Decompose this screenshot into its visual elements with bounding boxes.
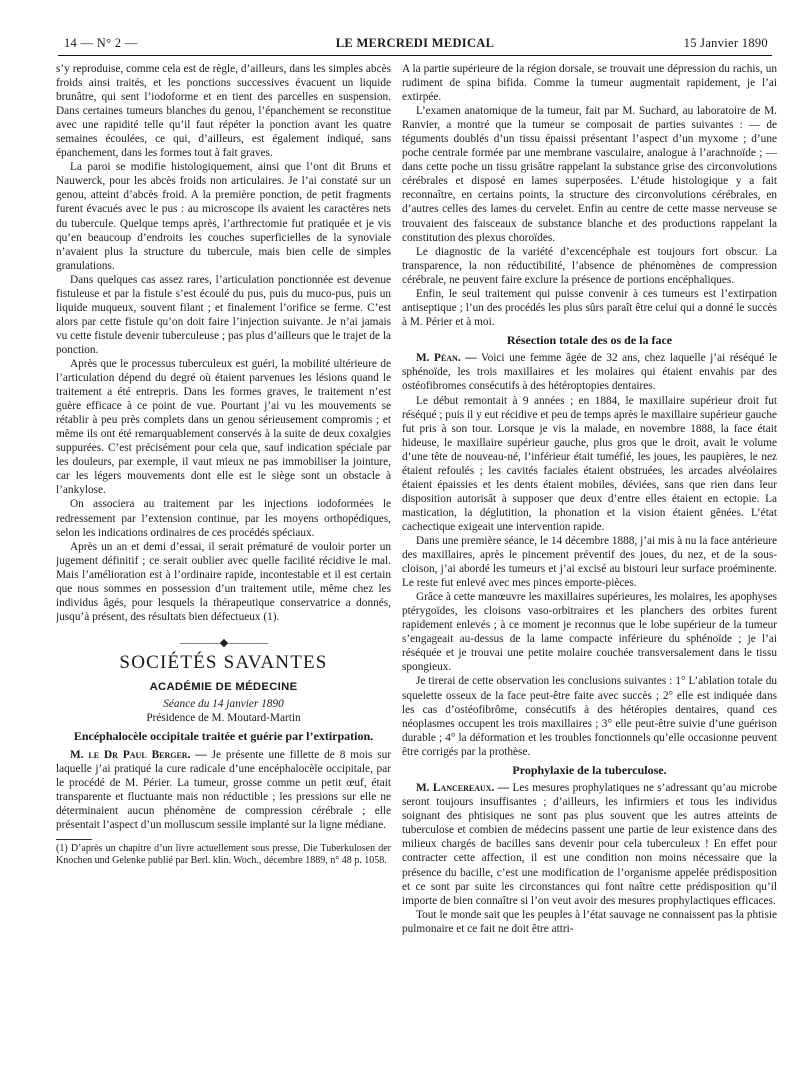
paragraph: Grâce à cette manœuvre les maxillaires supérieures, les molaires, les apophyses ptérygoïdes, les cloisons vaso-orbitraires et les planchers des orbites furent rapidement enlevés ; à ce moment je reconnus que le lobe supérieur de la tumeur s’engageait au-dessus de la lame compacte inférieure du sphénoïde ; je l’ai réséquée et je trouvai une petite molaire couchée transversalement dans le tissu spongieux. [402,591,777,674]
paragraph: Le début remontait à 9 années ; en 1884, le maxillaire supérieur droit fut réséqué ; puis il y eut récidive et peu de temps après le maxillaire supérieur gauche fut pris à son tour. Lorsque je vis la malade, en novembre 1888, la face était hideuse, le maxillaire supérieur gauche, plus gros que le droit, avait le volume d’une tête de nouveau-né, l’inférieur était tuméfié, les joues, les paupières, le nez étaient refoulés ; les cavités faciales étaient obstruées, les arcades alvéolaires étaient épaissies et les dents étaient mobiles, déviées, sans que rien dans leur disposition autorisât à supposer que deux d’entre elles étaient en ectopie. La mastication, la déglutition, la phonation et la vision étaient gênées. L’état cachectique exigeait une intervention rapide. [402,394,777,533]
article-heading: Résection totale des os de la face [506,332,673,347]
paragraph: Enfin, le seul traitement qui puisse convenir à ces tumeurs est l’extirpation antiseptique ; l’un des procédés les plus sûrs paraît être celui qui a donné le succès à M. Périer et à moi. [402,287,777,328]
session-date: Séance du 14 janvier 1890 [163,698,284,711]
paragraph: La paroi se modifie histologiquement, ainsi que l’ont dit Bruns et Nauwerck, pour les abcès froids non articulaires. Je l’ai constaté sur un genou, atteint d’abcès froid. A la première ponction, de petit fragments furent évacués avec le pus : au microscope ils avaient les caractères nets du tubercule. Quelque temps après, l’arthrectomie fut pratiquée et je vis qu’en beaucoup d’endroits les couches superficielles de la synoviale n’avaient plus la structure du tubercule, mais bien celle de simples granulations. [56,161,391,272]
speaker-name: M. Péan. — [416,352,477,365]
paragraph [402,781,777,907]
section-divider: ————◆———— [179,636,268,649]
page-number: 14 — N° 2 — [64,36,138,50]
article-heading: Prophylaxie de la tuberculose. [512,762,667,777]
presidence-line: Présidence de M. Moutard-Martin [146,712,301,725]
paragraph [402,351,777,393]
paragraph: Tout le monde sait que les peuples à l’état sauvage ne connaissent pas la phtisie pulmonaire et ce fait ne doit être attri- [402,908,777,935]
right-column [402,62,777,1072]
left-column [56,62,391,1072]
issue-date: 15 Janvier 1890 [683,36,768,50]
journal-title: LE MERCREDI MEDICAL [335,36,495,50]
paragraph: A la partie supérieure de la région dorsale, se trouvait une dépression du rachis, un rudiment de spina bifida. Comme la tumeur augmentait rapidement, je l’ai extirpée. [402,63,777,104]
paragraph: Après que le processus tuberculeux est guéri, la mobilité ultérieure de l’articulation dépend du degré où étaient parvenues les lésions quand le traitement a été entrepris. Dans les formes graves, le traitement n’est guère efficace à ce point de vue. Pourtant j’ai vu les mouvements se rétablir à peu près complets dans un genou sérieusement compromis ; et même ils ont été remarquablement conservés à la suite de deux coxalgies suppurées. C’est précisément pour cela que, sauf indication spéciale par les douleurs, par exemple, il vaut mieux ne pas immobiliser la jointure, car les légers mouvements dont elle est le siège sont un obstacle à l’ankylose. [56,357,391,497]
paragraph [56,748,391,832]
section-title: SOCIÉTÉS SAVANTES [119,651,328,673]
speaker-name: M. Lancereaux. — [416,782,510,795]
footnote-rule [56,839,92,840]
footnote: (1) D’après un chapitre d’un livre actuellement sous presse, Die Tuberkulosen der Knochen und Gelenke publié par Berl. klin. Woch., décembre 1889, n° 48 p. 1058. [56,842,391,867]
paragraph: On associera au traitement par les injections iodoformées le redressement par l’extension continue, par les moyens orthopédiques, selon les indications ordinaires de ces procédés spéciaux. [56,498,391,539]
paragraph-text: Voici une femme âgée de 32 ans, chez laquelle j’ai réséqué le sphénoïde, les trois maxillaires et les molaires qui étaient envahis par des ostéofibromes consécutifs à des hétéroptopies dentaires. [402,352,777,393]
paragraph: Après un an et demi d’essai, il serait prématuré de vouloir porter un jugement définitif ; ce serait oublier avec quelle facilité récidive le mal. Mais l’amélioration est à l’ordinaire rapide, incontestable et il est certain que nous sommes en possession d’un traitement utile, même chez les individus âgés, pour lesquels la thérapeutique conservatrice a donnés, jusqu’à présent, des résultats bien défectueux (1). [56,540,391,623]
paragraph: Je tirerai de cette observation les conclusions suivantes : 1° L’ablation totale du squelette osseux de la face peut-être faite avec succès ; 2° elle est indiquée dans les cas d’ostéofibrôme, consécutifs à des hétéropies dentaires, quand ces néoplasmes occupent les trois maxillaires ; 3° elle peut-être suivie d’une guérison durable ; 4° la déformation et les troubles fonctionnels qu’elle occasionne peuvent être corrigés par la prothèse. [402,675,777,758]
paragraph-text: Je présente une fillette de 8 mois sur laquelle j’ai pratiqué la cure radicale d’une encéphalocèle occipitale, par le procédé de M. Périer. La tumeur, grosse comme un petit œuf, était transparente et fluctuante mais non réductible ; les pressions sur elle ne déterminaient aucun phénomène de compression cérébrale ; elle présentait l’aspect d’un molluscum sessile implanté sur la ligne médiane. [56,748,391,831]
article-heading: Encéphalocèle occipitale traitée et guérie par l’extirpation. [73,729,374,744]
academy-title: ACADÉMIE DE MÉDECINE [149,680,298,693]
paragraph: L’examen anatomique de la tumeur, fait par M. Suchard, au laboratoire de M. Ranvier, a montré que la tumeur se composait de parties suivantes : — de téguments doublés d’un tissu épaissi présentant l’aspect d’un myxome ; d’une poche centrale formée par une membrane vasculaire, analogue à l’arachnoïde ; — dans cette poche un tissu grisâtre rappelant la substance grise des circonvolutions cérébrales et disposé en lames superposées. L’étude histologique y a fait reconnaître, en certains points, la structure des circonvolutions cérébrales, en d’autres celles des lames du cervelet. Enfin au centre de cette masse nerveuse se trouvaient des faisceaux de substance blanche et des productions rappelant la constitution des plexus choroïdes. [402,105,777,244]
paragraph: Dans une première séance, le 14 décembre 1888, j’ai mis à nu la face antérieure des maxillaires, après le pincement préventif des joues, du nez, et de la sous-cloison, j’ai abordé les tumeurs et j’ai excisé au bistouri leur surface proéminente. Le reste fut enlevé avec mes pinces emporte-pièces. [402,535,777,590]
paragraph: Le diagnostic de la variété d’excencéphale est toujours fort obscur. La transparence, la non réductibilité, l’absence de phénomènes de compression cérébrale, ne peuvent faire exclure la présence de portions encéphaliques. [402,245,777,286]
paragraph: Dans quelques cas assez rares, l’articulation ponctionnée est devenue fistuleuse et par la fistule s’est écoulé du pus, puis du muco-pus, puis un liquide muqueux, souvent filant ; et finalement l’orifice se ferme. C’est alors par cette fistule qu’on doit faire l’injection suivante. Je n’ai jamais vu cette fistule devenir tuberculeuse ; pas plus d’ailleurs que le trajet de la ponction. [56,273,391,356]
speaker-name: M. le Dr Paul Berger. — [70,748,207,761]
page-header [58,34,772,56]
paragraph-text: Les mesures prophylatiques ne s’adressant qu’au microbe seront toujours insuffisantes ; d’ailleurs, les infirmiers et tous les individus soignant des phtisiques ne sont pas plus souvent que les autres atteints de tuberculose et combien de médecins passent une partie de leur existence dans des milieux chargés de bacilles sans devenir pour cela tuberculeux ! En effet pour contracter cette affection, il est une condition non moins nécessaire que la présence du bacille, c’est une modification de l’organisme appelée prédisposition et ce sont par suite les circonstances qui font naître cette prédisposition qu’il importe de bien connaître si l’on veut avoir des mesures prophylactiques efficaces. [402,782,777,907]
paragraph: s’y reproduise, comme cela est de règle, d’ailleurs, dans les simples abcès froids ainsi traités, et les ponctions successives évacuent un liquide brunâtre, qui sent l’iodoforme et en tient des parcelles en suspension. Dans certaines tumeurs blanches du genou, l’épanchement se reconstitue avec une rapidité telle qu’il faut répéter la ponction avant les quatre semaines écoulées, ce qui, d’ailleurs, est également indiqué, sans épanchement, dans les formes tout à fait graves. [56,63,391,160]
